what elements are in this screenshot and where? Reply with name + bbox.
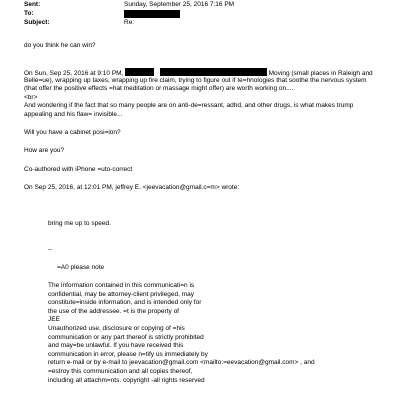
signature-dashes: -- <box>48 246 53 253</box>
disclaimer-line: communication in error, please n=tify us immediately by <box>48 350 208 358</box>
sender-email-redaction <box>160 68 267 76</box>
disclaimer-line: communication or any part thereof is strictly prohibited <box>48 333 204 341</box>
disclaimer-line: and may=be unlawful. If you have received this <box>48 342 184 350</box>
disclaimer-line: constitute=inside information, and is intended only for <box>48 299 202 307</box>
question-line: do you think he can win? <box>24 42 96 49</box>
disclaimer-block <box>48 282 315 385</box>
sent-label: Sent: <box>24 1 41 8</box>
please-note-line: =A0 please note <box>57 264 105 271</box>
subject-value: Re: <box>124 19 135 26</box>
quoted-line-6: appealing and his flaw= invisible... <box>24 111 123 118</box>
quoted-line-3: (that offer the positive effects =hat meditation or massage might offer) are worth working on.... <box>24 85 294 93</box>
second-intro-line: On Sep 25, 2016, at 12:01 PM, jeffrey E. <jeevacation@gmail.c=m> wrote: <box>24 184 240 191</box>
disclaimer-line: including all attachm=nts. copyright -all rights reserved <box>48 376 205 384</box>
sender-name-redaction <box>125 68 154 76</box>
disclaimer-line: Unauthorized use, disclosure or copying of =his <box>48 324 185 332</box>
to-label: To: <box>24 10 34 17</box>
disclaimer-line: the use of the addressee. =t is the property of <box>48 307 179 315</box>
disclaimer-line: return e-mail or by e-mail to jeevacation@gmail.com <mailto:=eevacation@gmail.com> , and <box>48 359 315 367</box>
how-are-you-line: How are you? <box>24 147 65 154</box>
disclaimer-line: JEE <box>48 316 60 324</box>
coauthored-line: Co-authored with iPhone =uto-correct <box>24 166 133 173</box>
sent-value: Sunday, September 25, 2016 7:16 PM <box>124 1 235 8</box>
to-redaction <box>124 10 180 18</box>
cabinet-line: Will you have a cabinet posi=ion? <box>24 129 121 136</box>
bring-me-up-line: bring me up to speed. <box>48 220 111 227</box>
disclaimer-line: The information contained in this communicati=n is <box>48 282 195 289</box>
quoted-line-2: Belle=ue), wrapping up taxes, wrapping up fire claim, trying to figure out if te=hnologies that soothe the nervous system <box>24 76 367 84</box>
subject-label: Subject: <box>24 19 50 26</box>
disclaimer-line: confidential, may be attorney-client privileged, may <box>48 290 194 298</box>
quoted-line-4: <br> <box>24 93 38 101</box>
quoted-intro-a: On Sun, Sep 25, 2016 at 9:10 PM, <box>24 70 124 77</box>
quoted-line-5: And wondering if the fact that so many people are on anti-de=ressant, adhd, and other drugs, is what makes trump <box>24 102 354 110</box>
quoted-intro-b: Moving (small places in Raleigh and <box>268 70 373 77</box>
disclaimer-line: =estroy this communication and all copies thereof, <box>48 367 193 375</box>
